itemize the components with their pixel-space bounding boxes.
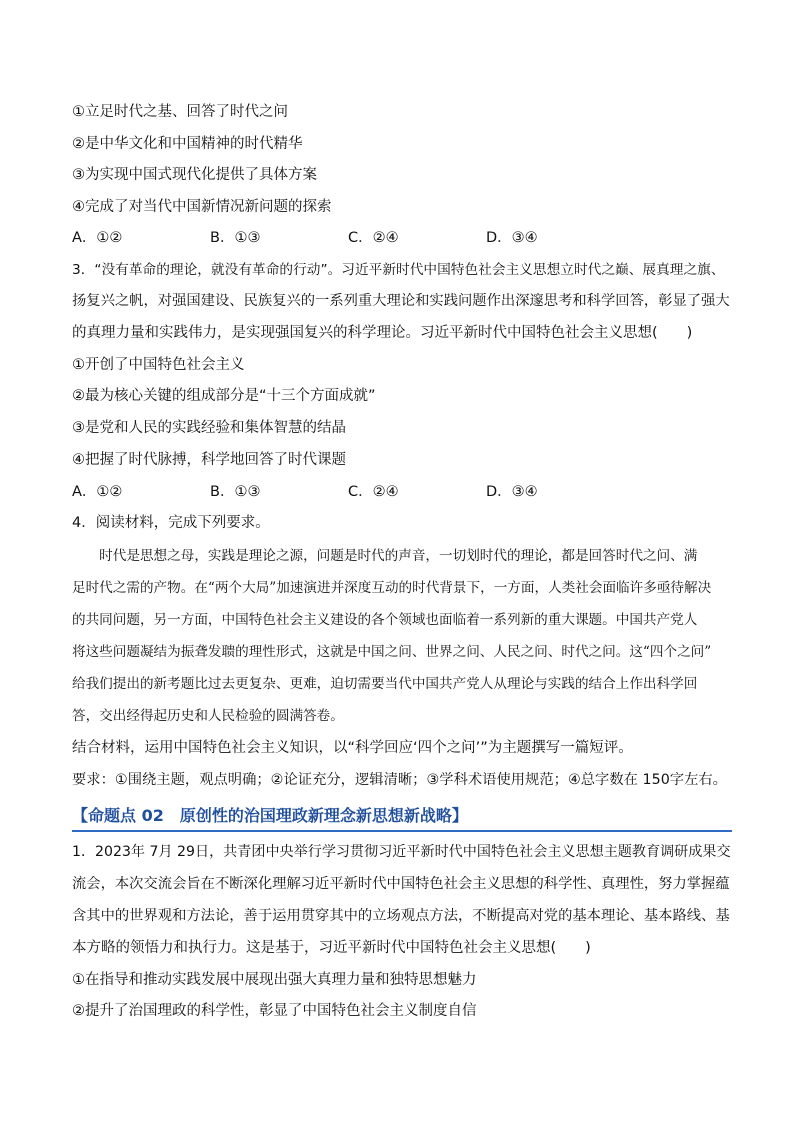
q4-passage-line: 将这些问题凝结为振聋发聩的理性形式，这就是中国之问、世界之问、人民之问、时代之问。这“四个之问” [72,644,712,660]
q2-item: ④完成了对当代中国新情况新问题的探索 [72,199,332,215]
q3-item: ②最为核心关键的组成部分是“十三个方面成就” [72,388,376,404]
q3-stem-line: 3．“没有革命的理论，就没有革命的行动”。习近平新时代中国特色社会主义思想立时代之巅、展真理之旗、 [72,262,725,278]
s2q1-stem-line: 本方略的领悟力和执行力。这是基于，习近平新时代中国特色社会主义思想( ) [72,940,591,956]
s2q1-stem-line: 含其中的世界观和方法论，善于运用贯穿其中的立场观点方法，不断提高对党的基本理论、基本路线、基 [72,908,730,924]
q2-option-a: A．①② [72,230,123,246]
q3-options [72,482,732,502]
q4-passage-line: 足时代之需的产物。在“两个大局”加速演进并深度互动的时代背景下，一方面，人类社会面临许多亟待解决 [72,580,712,596]
section-heading-rule [72,830,732,832]
q3-stem-line: 的真理力量和实践伟力，是实现强国复兴的科学理论。习近平新时代中国特色社会主义思想( ) [72,325,693,341]
q4-passage-line: 时代是思想之母，实践是理论之源，问题是时代的声音，一切划时代的理论，都是回答时代之问、满 [72,548,698,564]
q3-item: ④把握了时代脉搏，科学地回答了时代课题 [72,452,346,468]
q4-requirements: 要求：①围绕主题，观点明确；②论证充分，逻辑清晰；③学科术语使用规范；④总字数在 150字左右。 [72,772,727,788]
q3-option-a: A．①② [72,484,123,500]
q2-options [72,228,732,248]
q2-item: ①立足时代之基、回答了时代之问 [72,104,288,120]
q2-option-b: B．①③ [210,230,261,246]
q3-option-d: D．③④ [486,484,538,500]
q3-item: ①开创了中国特色社会主义 [72,357,245,373]
q3-stem-line: 扬复兴之帆，对强国建设、民族复兴的一系列重大理论和实践问题作出深邃思考和科学回答，彰显了强大 [72,293,730,309]
q4-passage-line: 的共同问题，另一方面，中国特色社会主义建设的各个领域也面临着一系列新的重大课题。中国共产党人 [72,612,698,628]
q2-item: ②是中华文化和中国精神的时代精华 [72,136,303,152]
q4-passage-line: 答，交出经得起历史和人民检验的圆满答卷。 [72,708,344,724]
q2-option-c: C．②④ [348,230,399,246]
q4-stem: 4．阅读材料，完成下列要求。 [72,515,270,531]
q4-task: 结合材料，运用中国特色社会主义知识，以“科学回应‘四个之问’”为主题撰写一篇短评。 [72,740,633,756]
q4-passage-line: 给我们提出的新考题比过去更复杂、更难，迫切需要当代中国共产党人从理论与实践的结合上作出科学回 [72,676,698,692]
q3-item: ③是党和人民的实践经验和集体智慧的结晶 [72,420,346,436]
q2-option-d: D．③④ [486,230,538,246]
q3-option-b: B．①③ [210,484,261,500]
s2q1-stem-line: 1．2023年 7月 29日，共青团中央举行学习贯彻习近平新时代中国特色社会主义思想主题教育调研成果交 [72,844,731,860]
s2q1-stem-line: 流会，本次交流会旨在不断深化理解习近平新时代中国特色社会主义思想的科学性、真理性，努力掌握蕴 [72,876,730,892]
q3-option-c: C．②④ [348,484,399,500]
q2-item: ③为实现中国式现代化提供了具体方案 [72,167,317,183]
section-heading: 【命题点 02 原创性的治国理政新理念新思想新战略】 [72,806,468,825]
s2q1-item: ②提升了治国理政的科学性，彰显了中国特色社会主义制度自信 [72,1003,477,1019]
s2q1-item: ①在指导和推动实践发展中展现出强大真理力量和独特思想魅力 [72,972,477,988]
